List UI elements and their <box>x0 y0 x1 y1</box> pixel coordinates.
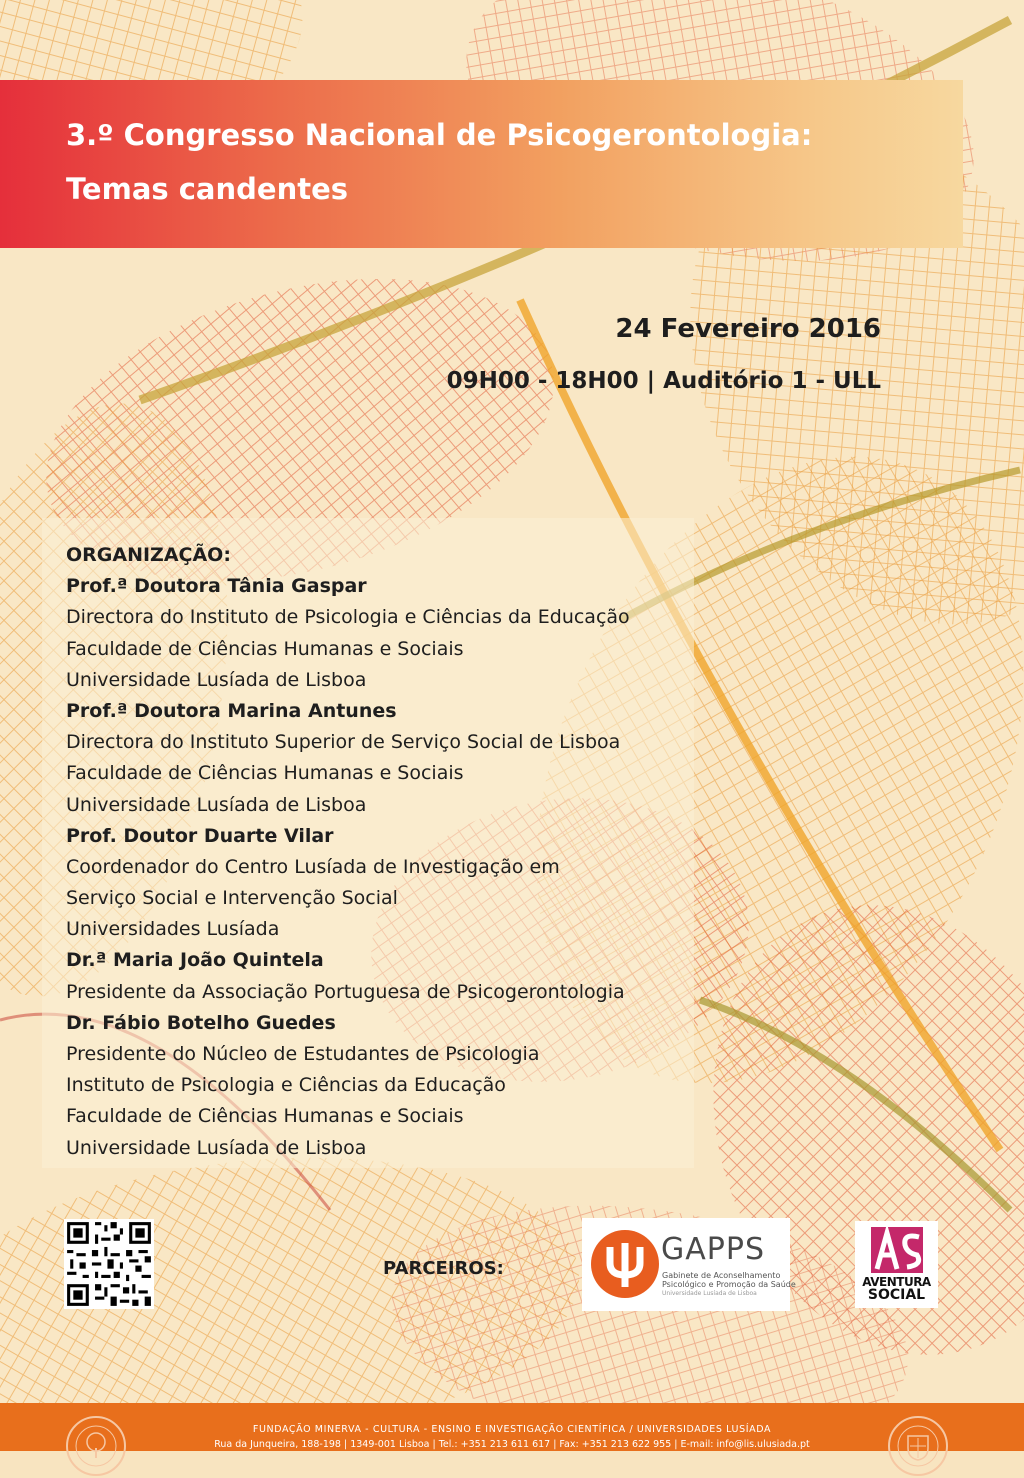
event-date: 24 Fevereiro 2016 <box>615 314 881 344</box>
footer-institution: FUNDAÇÃO MINERVA - CULTURA - ENSINO E INVESTIGAÇÃO CIENTÍFICA / UNIVERSIDADES LUSÍADA <box>252 1424 772 1435</box>
psi-icon <box>588 1227 663 1302</box>
gapps-logo[interactable] <box>582 1218 796 1311</box>
organizer-role-line: Presidente da Associação Portuguesa de Psicogerontologia <box>66 980 625 1003</box>
title-banner <box>0 80 963 248</box>
congress-title-line1: 3.º Congresso Nacional de Psicogerontologia: <box>66 118 813 152</box>
aventura-social-line2: SOCIAL <box>867 1287 926 1303</box>
organizer-name: Prof.ª Doutora Tânia Gaspar <box>66 575 367 598</box>
footer-contacts: Rua da Junqueira, 188-198 | 1349-001 Lisboa | Tel.: +351 213 611 617 | Fax: +351 213 622 955 | E-mail: info@lis.ulusiada.pt <box>214 1439 810 1450</box>
gapps-subtitle: Psicológico e Promoção da Saúde <box>662 1280 796 1289</box>
organizer-role-line: Directora do Instituto Superior de Serviço Social de Lisboa <box>66 731 621 754</box>
organizer-name: Dr. Fábio Botelho Guedes <box>66 1011 336 1034</box>
qr-code-icon <box>64 1219 154 1309</box>
organizer-role-line: Universidade Lusíada de Lisboa <box>66 1136 367 1159</box>
organizer-role-line: Serviço Social e Intervenção Social <box>66 887 398 910</box>
organizer-role-line: Presidente do Núcleo de Estudantes de Psicologia <box>66 1043 540 1065</box>
event-time-venue: 09H00 - 18H00 | Auditório 1 - ULL <box>446 368 881 394</box>
gapps-subtitle: Universidade Lusíada de Lisboa <box>662 1290 757 1297</box>
congress-title-line2: Temas candentes <box>66 172 349 206</box>
organizer-role-line: Coordenador do Centro Lusíada de Investigação em <box>66 855 560 878</box>
organizer-name: Dr.ª Maria João Quintela <box>66 949 324 972</box>
as-mark-icon <box>867 1225 927 1275</box>
organizer-role-line: Instituto de Psicologia e Ciências da Educação <box>66 1074 506 1097</box>
organizer-role-line: Faculdade de Ciências Humanas e Sociais <box>66 762 464 785</box>
aventura-social-line1: AVENTURA <box>862 1275 931 1289</box>
partners-label: PARCEIROS: <box>383 1258 504 1279</box>
gapps-subtitle: Gabinete de Aconselhamento <box>662 1271 781 1280</box>
organization-heading: ORGANIZAÇÃO: <box>66 544 231 566</box>
organizer-role-line: Directora do Instituto de Psicologia e Ciências da Educação <box>66 606 630 629</box>
organizer-role-line: Universidades Lusíada <box>66 918 280 941</box>
organizer-role-line: Universidade Lusíada de Lisboa <box>66 668 367 691</box>
organizer-name: Prof. Doutor Duarte Vilar <box>66 824 334 847</box>
organizer-role-line: Universidade Lusíada de Lisboa <box>66 793 367 816</box>
organizer-role-line: Faculdade de Ciências Humanas e Sociais <box>66 1105 464 1128</box>
gapps-name: GAPPS <box>661 1232 765 1267</box>
qr-code[interactable] <box>64 1219 154 1309</box>
aventura-social-logo[interactable] <box>855 1221 938 1308</box>
organizer-role-line: Faculdade de Ciências Humanas e Sociais <box>66 637 464 660</box>
organizer-name: Prof.ª Doutora Marina Antunes <box>66 699 397 722</box>
organization-list <box>66 540 630 1164</box>
